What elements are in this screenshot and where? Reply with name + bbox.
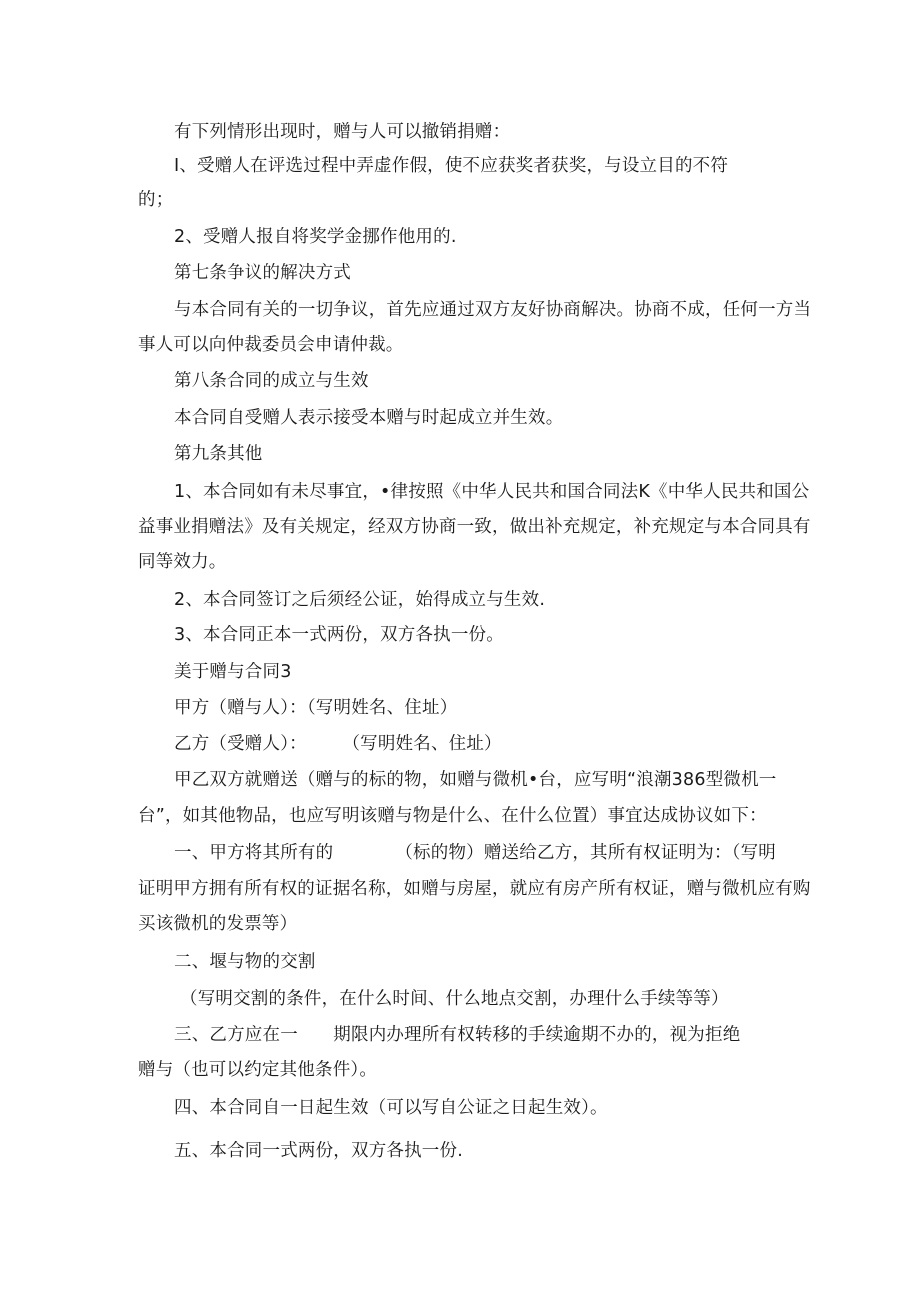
- heading-article-7: 第七条争议的解决方式: [174, 263, 351, 283]
- clause-one-cont2: 买该微机的发票等）: [138, 914, 298, 934]
- paragraph-effect: 本合同自受赠人表示接受本赠与时起成立并生效。: [174, 408, 564, 428]
- clause-three: 三、乙方应在一 期限内办理所有权转移的手续逾期不办的，视为拒绝: [174, 1025, 741, 1045]
- paragraph-other-1: 1、本合同如有未尽事宜，•律按照《中华人民共和国合同法K《中华人民共和国公: [174, 482, 810, 502]
- paragraph-other-3: 3、本合同正本一式两份，双方各执一份。: [174, 625, 504, 645]
- paragraph-agreement-cont: 台”，如其他物品，也应写明该赠与物是什么、在什么位置）事宜达成协议如下：: [138, 806, 767, 826]
- paragraph-agreement: 甲乙双方就赠送（赠与的标的物，如赠与微机•台，应写明“浪潮386型微机一: [174, 770, 777, 790]
- clause-four: 四、本合同自一日起生效（可以写自公证之日起生效）。: [174, 1098, 608, 1118]
- paragraph-dispute: 与本合同有关的一切争议，首先应通过双方友好协商解决。协商不成，任何一方当: [174, 300, 812, 320]
- clause-one: 一、甲方将其所有的 （标的物）赠送给乙方，其所有权证明为：（写明: [174, 843, 776, 863]
- paragraph-clause-1-cont: 的；: [138, 190, 174, 210]
- heading-contract-3: 美于赠与合同3: [174, 662, 292, 682]
- paragraph-other-1-cont: 益事业捐赠法》及有关规定，经双方协商一致，做出补充规定，补充规定与本合同具有: [138, 517, 811, 537]
- party-a: 甲方（赠与人）：（写明姓名、住址）: [174, 698, 458, 718]
- clause-one-cont: 证明甲方拥有所有权的证据名称，如赠与房屋，就应有房产所有权证，赠与微机应有购: [138, 879, 811, 899]
- heading-article-8: 第八条合同的成立与生效: [174, 371, 369, 391]
- clause-two-detail: （写明交割的条件，在什么时间、什么地点交割，办理什么手续等等）: [180, 989, 729, 1009]
- heading-article-9: 第九条其他: [174, 444, 263, 464]
- paragraph-dispute-cont: 事人可以向仲裁委员会申请仲裁。: [138, 335, 404, 355]
- paragraph-other-1-cont2: 同等效力。: [138, 552, 227, 572]
- paragraph-other-2: 2、本合同签订之后须经公证，始得成立与生效.: [174, 590, 546, 610]
- clause-two: 二、堰与物的交割: [174, 952, 316, 972]
- clause-three-cont: 赠与（也可以约定其他条件）。: [138, 1060, 378, 1080]
- clause-five: 五、本合同一式两份，双方各执一份.: [174, 1141, 463, 1161]
- paragraph-clause-2: 2、受赠人报自将奖学金挪作他用的.: [174, 227, 457, 247]
- party-b: 乙方（受赠人）： （写明姓名、住址）: [174, 734, 502, 754]
- paragraph-revocation-intro: 有下列情形出现时，赠与人可以撤销捐赠：: [174, 122, 511, 142]
- paragraph-clause-1: I、受赠人在评选过程中弄虚作假，使不应获奖者获奖，与设立目的不符: [174, 156, 729, 176]
